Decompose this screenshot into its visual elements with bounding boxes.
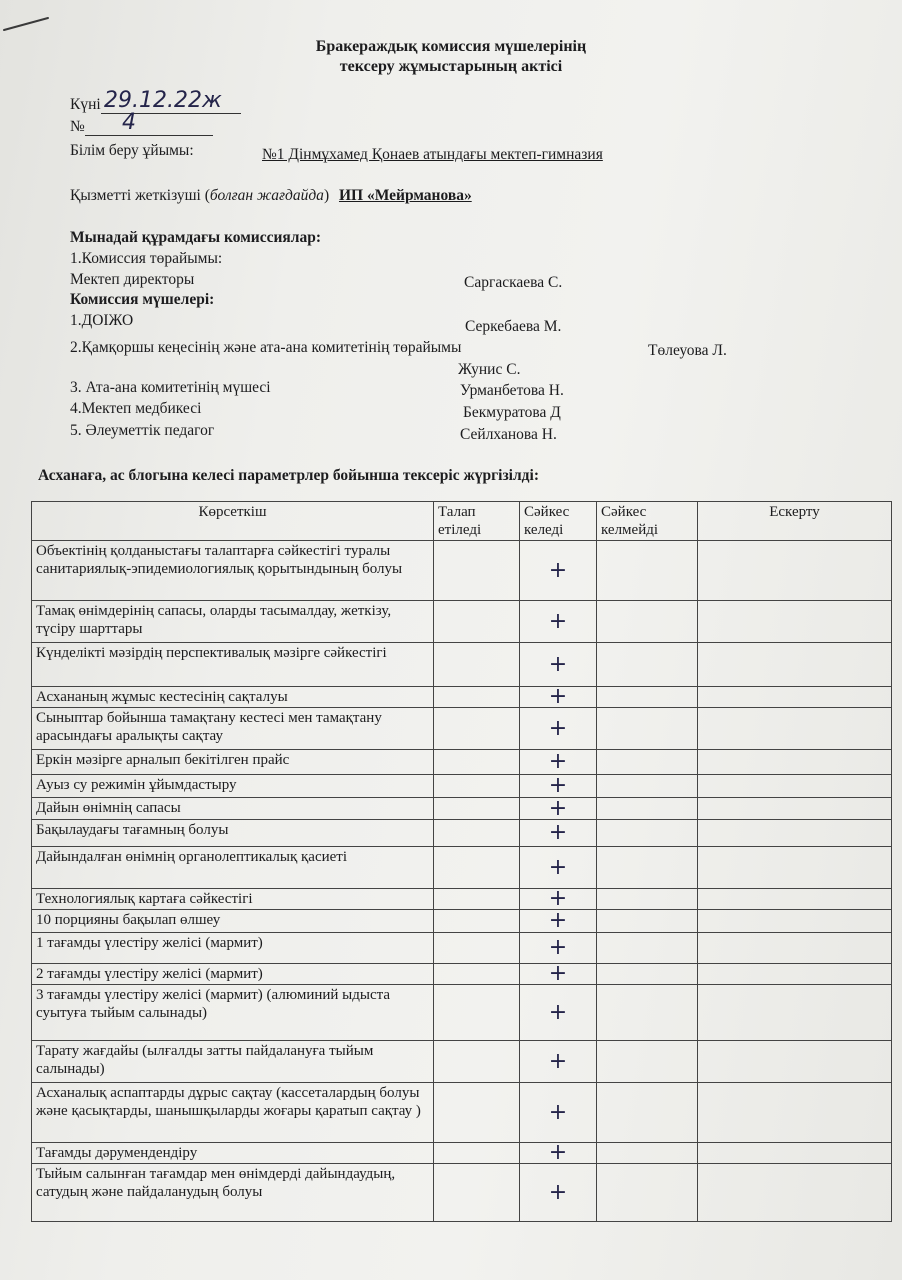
complies-cell: + [520, 964, 597, 985]
required-cell [434, 1041, 520, 1083]
required-cell [434, 775, 520, 798]
table-header-row [32, 502, 892, 541]
indicator-cell: 10 порцияны бақылап өлшеу [32, 910, 434, 933]
not-complies-cell [597, 708, 698, 750]
indicator-cell: Ауыз су режимін ұйымдастыру [32, 775, 434, 798]
note-cell [698, 1143, 892, 1164]
complies-cell: + [520, 847, 597, 889]
not-complies-cell [597, 750, 698, 775]
required-cell [434, 910, 520, 933]
member-name: Сейлханова Н. [460, 426, 557, 443]
table-row [32, 775, 892, 798]
note-cell [698, 708, 892, 750]
not-complies-cell [597, 1164, 698, 1222]
indicator-cell: Тарату жағдайы (ылғалды затты пайдалануға тыйым салынады) [32, 1041, 434, 1083]
header-required: Талап етіледі [434, 502, 520, 541]
org-value: №1 Дінмұхамед Қонаев атындағы мектеп-гимназия [262, 146, 603, 163]
required-cell [434, 798, 520, 820]
complies-cell: + [520, 601, 597, 643]
required-cell [434, 708, 520, 750]
complies-cell: + [520, 933, 597, 964]
table-row [32, 1041, 892, 1083]
document-title-line2: тексеру жұмыстарының актісі [339, 58, 563, 75]
not-complies-cell [597, 687, 698, 708]
complies-cell: + [520, 798, 597, 820]
complies-cell: + [520, 643, 597, 687]
table-row [32, 964, 892, 985]
required-cell [434, 889, 520, 910]
note-cell [698, 910, 892, 933]
required-cell [434, 750, 520, 775]
note-cell [698, 601, 892, 643]
complies-cell: + [520, 820, 597, 847]
inspection-table [31, 501, 892, 1222]
table-row [32, 708, 892, 750]
required-cell [434, 643, 520, 687]
table-row [32, 820, 892, 847]
not-complies-cell [597, 847, 698, 889]
complies-cell: + [520, 541, 597, 601]
note-cell [698, 847, 892, 889]
not-complies-cell [597, 643, 698, 687]
required-cell [434, 1143, 520, 1164]
complies-cell: + [520, 910, 597, 933]
complies-cell: + [520, 1164, 597, 1222]
member-name: Бекмуратова Д [463, 404, 561, 421]
not-complies-cell [597, 601, 698, 643]
header-indicator: Көрсеткіш [32, 502, 434, 541]
indicator-cell: Технологиялық картаға сәйкестігі [32, 889, 434, 910]
complies-cell: + [520, 985, 597, 1041]
header-complies: Сәйкес келеді [520, 502, 597, 541]
member-name: Урманбетова Н. [460, 382, 564, 399]
indicator-cell: Асхананың жұмыс кестесінің сақталуы [32, 687, 434, 708]
not-complies-cell [597, 1083, 698, 1143]
complies-cell: + [520, 1143, 597, 1164]
note-cell [698, 933, 892, 964]
commission-heading: Мынадай құрамдағы комиссиялар: [70, 229, 321, 246]
note-cell [698, 775, 892, 798]
required-cell [434, 601, 520, 643]
table-row [32, 643, 892, 687]
indicator-cell: Объектінің қолданыстағы талаптарға сәйкестігі туралы санитариялық-эпидемиологиялық қорытындының болуы [32, 541, 434, 601]
indicator-cell: Тыйым салынған тағамдар мен өнімдерді дайындаудың, сатудың және пайдаланудың болуы [32, 1164, 434, 1222]
member-role: 4.Мектеп медбикесі [70, 400, 202, 417]
header-not-complies: Сәйкес келмейді [597, 502, 698, 541]
complies-cell: + [520, 1041, 597, 1083]
required-cell [434, 1164, 520, 1222]
note-cell [698, 541, 892, 601]
table-row [32, 541, 892, 601]
table-row [32, 1143, 892, 1164]
pen-stroke-mark [2, 14, 52, 34]
not-complies-cell [597, 1143, 698, 1164]
required-cell [434, 964, 520, 985]
date-label: Күні [70, 96, 101, 113]
note-cell [698, 889, 892, 910]
table-row [32, 889, 892, 910]
complies-cell: + [520, 775, 597, 798]
members-heading: Комиссия мүшелері: [70, 291, 215, 308]
note-cell [698, 964, 892, 985]
chair-name: Саргаскаева С. [464, 274, 563, 291]
supplier-value: ИП «Мейрманова» [338, 187, 472, 204]
note-cell [698, 750, 892, 775]
table-row [32, 687, 892, 708]
member-name: Серкебаева М. [465, 318, 562, 335]
indicator-cell: Сыныптар бойынша тамақтану кестесі мен тамақтану арасындағы аралықты сақтау [32, 708, 434, 750]
note-cell [698, 1164, 892, 1222]
note-cell [698, 643, 892, 687]
not-complies-cell [597, 910, 698, 933]
required-cell [434, 541, 520, 601]
table-row [32, 847, 892, 889]
not-complies-cell [597, 798, 698, 820]
note-cell [698, 798, 892, 820]
member-role: 5. Әлеуметтік педагог [70, 422, 215, 439]
supplier-row: Қызметті жеткізуші (болған жағдайда) ИП «Мейрманова» [70, 187, 472, 204]
required-cell [434, 985, 520, 1041]
required-cell [434, 1083, 520, 1143]
not-complies-cell [597, 1041, 698, 1083]
member-name: Жунис С. [458, 361, 521, 378]
member-name: Төлеуова Л. [648, 342, 727, 359]
indicator-cell: Дайын өнімнің сапасы [32, 798, 434, 820]
member-role: 3. Ата-ана комитетінің мүшесі [70, 379, 271, 396]
indicator-cell: Тағамды дәрумендендіру [32, 1143, 434, 1164]
not-complies-cell [597, 933, 698, 964]
table-row [32, 1164, 892, 1222]
inspection-heading: Асханаға, ас блогына келесі параметрлер бойынша тексеріс жүргізілді: [38, 467, 539, 484]
table-row [32, 910, 892, 933]
required-cell [434, 933, 520, 964]
indicator-cell: 3 тағамды үлестіру желісі (мармит) (алюминий ыдыста суытуға тыйым салынады) [32, 985, 434, 1041]
org-row [70, 142, 194, 160]
indicator-cell: Еркін мәзірге арналып бекітілген прайс [32, 750, 434, 775]
required-cell [434, 687, 520, 708]
chair-role: Мектеп директоры [70, 271, 195, 288]
complies-cell: + [520, 708, 597, 750]
complies-cell: + [520, 889, 597, 910]
org-label: Білім беру ұйымы: [70, 142, 194, 159]
number-row [70, 118, 213, 136]
indicator-cell: Күнделікті мәзірдің перспективалық мәзірге сәйкестігі [32, 643, 434, 687]
not-complies-cell [597, 964, 698, 985]
chair-label: 1.Комиссия төрайымы: [70, 250, 223, 267]
document-title-line1: Бракераждық комиссия мүшелерінің [315, 38, 587, 55]
indicator-cell: Дайындалған өнімнің органолептикалық қасиеті [32, 847, 434, 889]
note-cell [698, 985, 892, 1041]
table-row [32, 985, 892, 1041]
member-role: 2.Қамқоршы кеңесінің және ата-ана комитетінің төрайымы [70, 339, 462, 356]
indicator-cell: Асханалық аспаптарды дұрыс сақтау (кассеталардың болуы және қасықтарды, шанышқыларды жоғары қаратып сақтау ) [32, 1083, 434, 1143]
table-row [32, 1083, 892, 1143]
indicator-cell: Тамақ өнімдерінің сапасы, оларды тасымалдау, жеткізу, түсіру шарттары [32, 601, 434, 643]
note-cell [698, 687, 892, 708]
note-cell [698, 820, 892, 847]
not-complies-cell [597, 775, 698, 798]
table-row [32, 798, 892, 820]
number-label: № [70, 118, 85, 135]
complies-cell: + [520, 687, 597, 708]
note-cell [698, 1041, 892, 1083]
not-complies-cell [597, 820, 698, 847]
complies-cell: + [520, 750, 597, 775]
indicator-cell: 2 тағамды үлестіру желісі (мармит) [32, 964, 434, 985]
indicator-cell: 1 тағамды үлестіру желісі (мармит) [32, 933, 434, 964]
table-row [32, 933, 892, 964]
required-cell [434, 820, 520, 847]
note-cell [698, 1083, 892, 1143]
member-role: 1.ДОІЖО [70, 312, 134, 329]
indicator-cell: Бақылаудағы тағамның болуы [32, 820, 434, 847]
complies-cell: + [520, 1083, 597, 1143]
table-row [32, 750, 892, 775]
not-complies-cell [597, 889, 698, 910]
required-cell [434, 847, 520, 889]
header-note: Ескерту [698, 502, 892, 541]
not-complies-cell [597, 541, 698, 601]
number-handwritten: 4 [122, 110, 136, 135]
date-handwritten: 29.12.22ж [104, 88, 222, 113]
not-complies-cell [597, 985, 698, 1041]
table-row [32, 601, 892, 643]
